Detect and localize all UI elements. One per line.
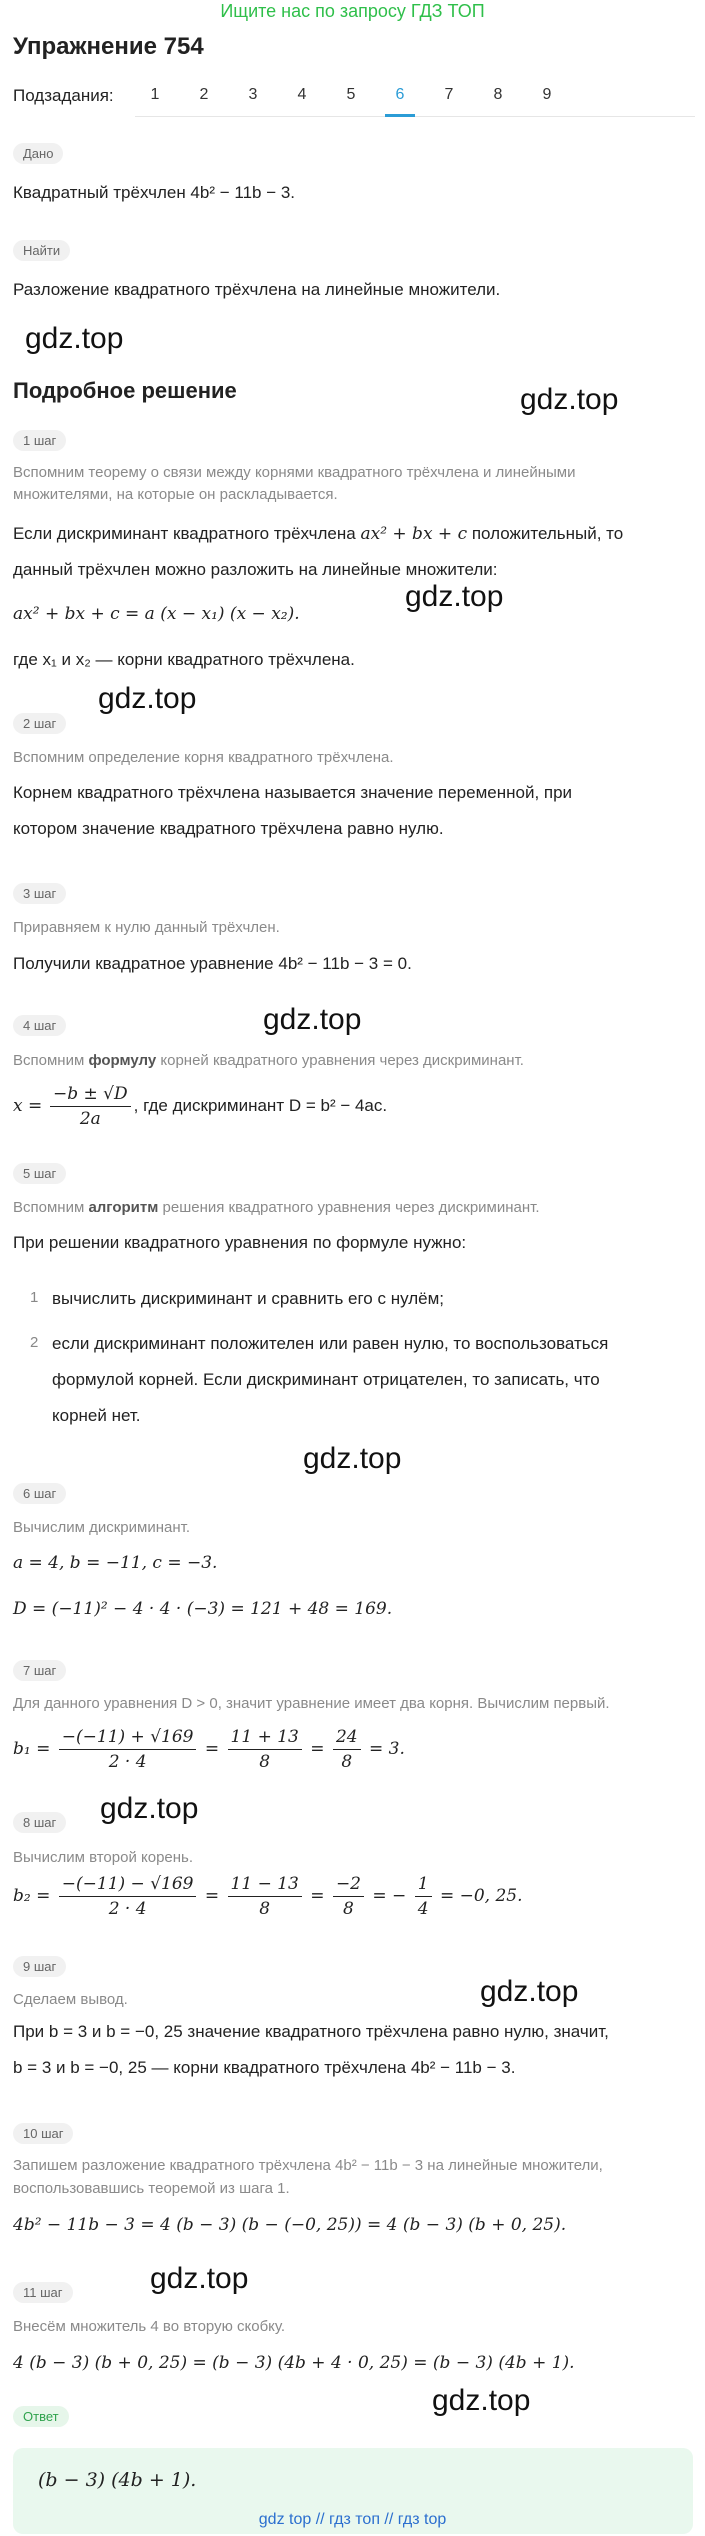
list-item-cont: формулой корней. Если дискриминант отрицателен, то записать, что [52, 1370, 600, 1389]
step-8-formula: b₂ = $\frac{-(-11) - √169}{2 \cdot 4}$ = $\frac{11 - 13}{8}$ = $\frac{-2}{8}$ = − $\frac{1}{4}$ = −0, 25. [13, 1874, 523, 1919]
list-item: если дискриминант положителен или равен нулю, то воспользоваться [52, 1334, 609, 1353]
list-item: вычислить дискриминант и сравнить его с нулём; [52, 1289, 445, 1308]
tab-2[interactable]: 2 [199, 86, 209, 103]
step-4-formula [13, 1082, 387, 1131]
fraction [228, 1725, 302, 1774]
fraction [228, 1872, 302, 1921]
tab-9[interactable]: 9 [542, 86, 552, 103]
bold-term: алгоритм [88, 1199, 159, 1216]
step-1-text-2: данный трёхчлен можно разложить на линейные множители: [13, 560, 498, 579]
numerator: 11 + 13 [228, 1725, 302, 1750]
watermark: gdz.top [98, 682, 197, 715]
step-2-text-1: Корнем квадратного трёхчлена называется значение переменной, при [13, 783, 573, 802]
active-tab-indicator [385, 114, 415, 117]
step-1-badge: 1 шаг [13, 430, 66, 451]
watermark: gdz.top [303, 1442, 402, 1475]
answer-badge: Ответ [13, 2406, 69, 2427]
step-5-hint [13, 1197, 540, 1219]
step-7-badge: 7 шаг [13, 1660, 66, 1681]
text-part: решения квадратного уравнения через дискриминант. [158, 1199, 540, 1216]
step-7-hint: Для данного уравнения D > 0, значит уравнение имеет два корня. Вычислим первый. [13, 1695, 610, 1712]
step-8-hint: Вычислим второй корень. [13, 1849, 194, 1866]
tab-8[interactable]: 8 [493, 86, 503, 103]
step-1-text-3: где x₁ и x₂ — корни квадратного трёхчлена. [13, 650, 355, 669]
step-1-formula: ax² + bx + c = a (x − x₁) (x − x₂). [13, 604, 300, 624]
step-1-text-1 [13, 522, 623, 546]
denominator: 8 [259, 1752, 271, 1772]
step-11-hint: Внесём множитель 4 во вторую скобку. [13, 2318, 286, 2335]
answer-text: (b − 3) (4b + 1). [38, 2469, 197, 2491]
numerator: −(−11) + √169 [59, 1725, 197, 1750]
text-part: Если дискриминант квадратного трёхчлена [13, 524, 361, 543]
watermark: gdz.top [100, 1792, 199, 1825]
fraction [333, 1872, 364, 1921]
watermark: gdz.top [150, 2262, 249, 2295]
denominator: 2a [79, 1109, 101, 1129]
fraction [415, 1872, 432, 1921]
step-2-badge: 2 шаг [13, 713, 66, 734]
find-text: Разложение квадратного трёхчлена на линейные множители. [13, 280, 501, 299]
subtasks-label: Подзадания: [13, 86, 114, 105]
bold-term: формулу [88, 1052, 157, 1069]
fraction [59, 1872, 197, 1921]
denominator: 2 · 4 [108, 1899, 147, 1919]
list-number: 1 [30, 1289, 39, 1306]
numerator: 24 [333, 1725, 361, 1750]
step-9-text-1: При b = 3 и b = −0, 25 значение квадратного трёхчлена равно нулю, значит, [13, 2022, 609, 2041]
step-11-badge: 11 шаг [13, 2282, 73, 2303]
numerator: 11 − 13 [228, 1872, 302, 1897]
tab-4[interactable]: 4 [297, 86, 307, 103]
step-7-formula: b₁ = $\frac{-(-11) + √169}{2 \cdot 4}$ = $\frac{11 + 13}{8}$ = $\frac{24}{8}$ = 3. [13, 1727, 405, 1772]
tab-7[interactable]: 7 [444, 86, 454, 103]
step-6-formula-1: a = 4, b = −11, c = −3. [13, 1553, 218, 1573]
step-9-badge: 9 шаг [13, 1956, 66, 1977]
denominator: 8 [259, 1899, 271, 1919]
text-part: Вспомним [13, 1199, 89, 1216]
tab-6[interactable]: 6 [395, 86, 405, 103]
step-5-text: При решении квадратного уравнения по формуле нужно: [13, 1233, 467, 1252]
denominator: 2 · 4 [108, 1752, 147, 1772]
top-banner[interactable]: Ищите нас по запросу ГДЗ ТОП [220, 1, 485, 21]
denominator: 4 [417, 1899, 429, 1919]
bottom-links[interactable]: gdz top // гдз топ // гдз top [258, 2511, 447, 2528]
fraction [59, 1725, 197, 1774]
given-badge: Дано [13, 143, 63, 164]
text-part: , где дискриминант D = b² − 4ac. [133, 1095, 388, 1115]
math-expr: b₂ = [13, 1886, 51, 1906]
step-10-formula: 4b² − 11b − 3 = 4 (b − 3) (b − (−0, 25)) = 4 (b − 3) (b + 0, 25). [13, 2215, 567, 2235]
numerator: −b ± √D [50, 1082, 131, 1107]
watermark: gdz.top [25, 322, 124, 355]
step-2-hint: Вспомним определение корня квадратного трёхчлена. [13, 749, 394, 766]
step-3-hint: Приравняем к нулю данный трёхчлен. [13, 919, 280, 936]
math-expr: x = [13, 1095, 43, 1116]
text-part: Вспомним [13, 1052, 89, 1069]
step-9-text-2: b = 3 и b = −0, 25 — корни квадратного трёхчлена 4b² − 11b − 3. [13, 2058, 516, 2077]
math-expr: = −0, 25. [439, 1886, 523, 1906]
tab-5[interactable]: 5 [346, 86, 356, 103]
list-number: 2 [30, 1334, 39, 1351]
find-badge: Найти [13, 240, 70, 261]
step-10-hint-1: Запишем разложение квадратного трёхчлена 4b² − 11b − 3 на линейные множители, [13, 2157, 603, 2174]
text-part: корней квадратного уравнения через дискриминант. [156, 1052, 524, 1069]
step-3-badge: 3 шаг [13, 883, 66, 904]
watermark: gdz.top [480, 1975, 579, 2008]
watermark: gdz.top [432, 2384, 531, 2417]
step-1-hint: Вспомним теорему о связи между корнями квадратного трёхчлена и линейными множителями, на которые он раскладывается. [13, 464, 576, 503]
math-expr: ax² + bx + c [360, 524, 468, 544]
watermark: gdz.top [405, 580, 504, 613]
math-expr: = 3. [368, 1739, 405, 1759]
list-item-cont: корней нет. [52, 1406, 141, 1425]
solution-title: Подробное решение [13, 378, 237, 403]
text-part: положительный, то [467, 524, 624, 543]
step-9-hint: Сделаем вывод. [13, 1991, 128, 2008]
step-6-formula-2: D = (−11)² − 4 · 4 · (−3) = 121 + 48 = 169. [13, 1599, 393, 1619]
step-2-text-2: котором значение квадратного трёхчлена равно нулю. [13, 819, 444, 838]
step-6-badge: 6 шаг [13, 1483, 66, 1504]
numerator: 1 [415, 1872, 432, 1897]
step-10-hint-2: воспользовавшись теоремой из шага 1. [13, 2180, 290, 2197]
step-5-badge: 5 шаг [13, 1163, 66, 1184]
tab-1[interactable]: 1 [150, 86, 160, 103]
step-4-hint [13, 1050, 524, 1072]
step-8-badge: 8 шаг [13, 1812, 66, 1833]
numerator: −2 [333, 1872, 364, 1897]
subtasks-tabs [135, 80, 695, 117]
page-title: Упражнение 754 [13, 33, 204, 60]
math-expr: b₁ = [13, 1739, 51, 1759]
step-10-badge: 10 шаг [13, 2123, 73, 2144]
watermark: gdz.top [520, 383, 619, 416]
step-3-text: Получили квадратное уравнение 4b² − 11b − 3 = 0. [13, 954, 412, 973]
denominator: 8 [343, 1899, 354, 1919]
fraction [50, 1082, 131, 1131]
fraction [333, 1725, 361, 1774]
step-11-formula: 4 (b − 3) (b + 0, 25) = (b − 3) (4b + 4 · 0, 25) = (b − 3) (4b + 1). [13, 2353, 575, 2373]
given-text: Квадратный трёхчлен 4b² − 11b − 3. [13, 183, 296, 202]
step-4-badge: 4 шаг [13, 1015, 66, 1036]
tab-3[interactable]: 3 [248, 86, 258, 103]
numerator: −(−11) − √169 [59, 1872, 197, 1897]
watermark: gdz.top [263, 1003, 362, 1036]
denominator: 8 [341, 1752, 353, 1772]
step-6-hint: Вычислим дискриминант. [13, 1519, 190, 1536]
